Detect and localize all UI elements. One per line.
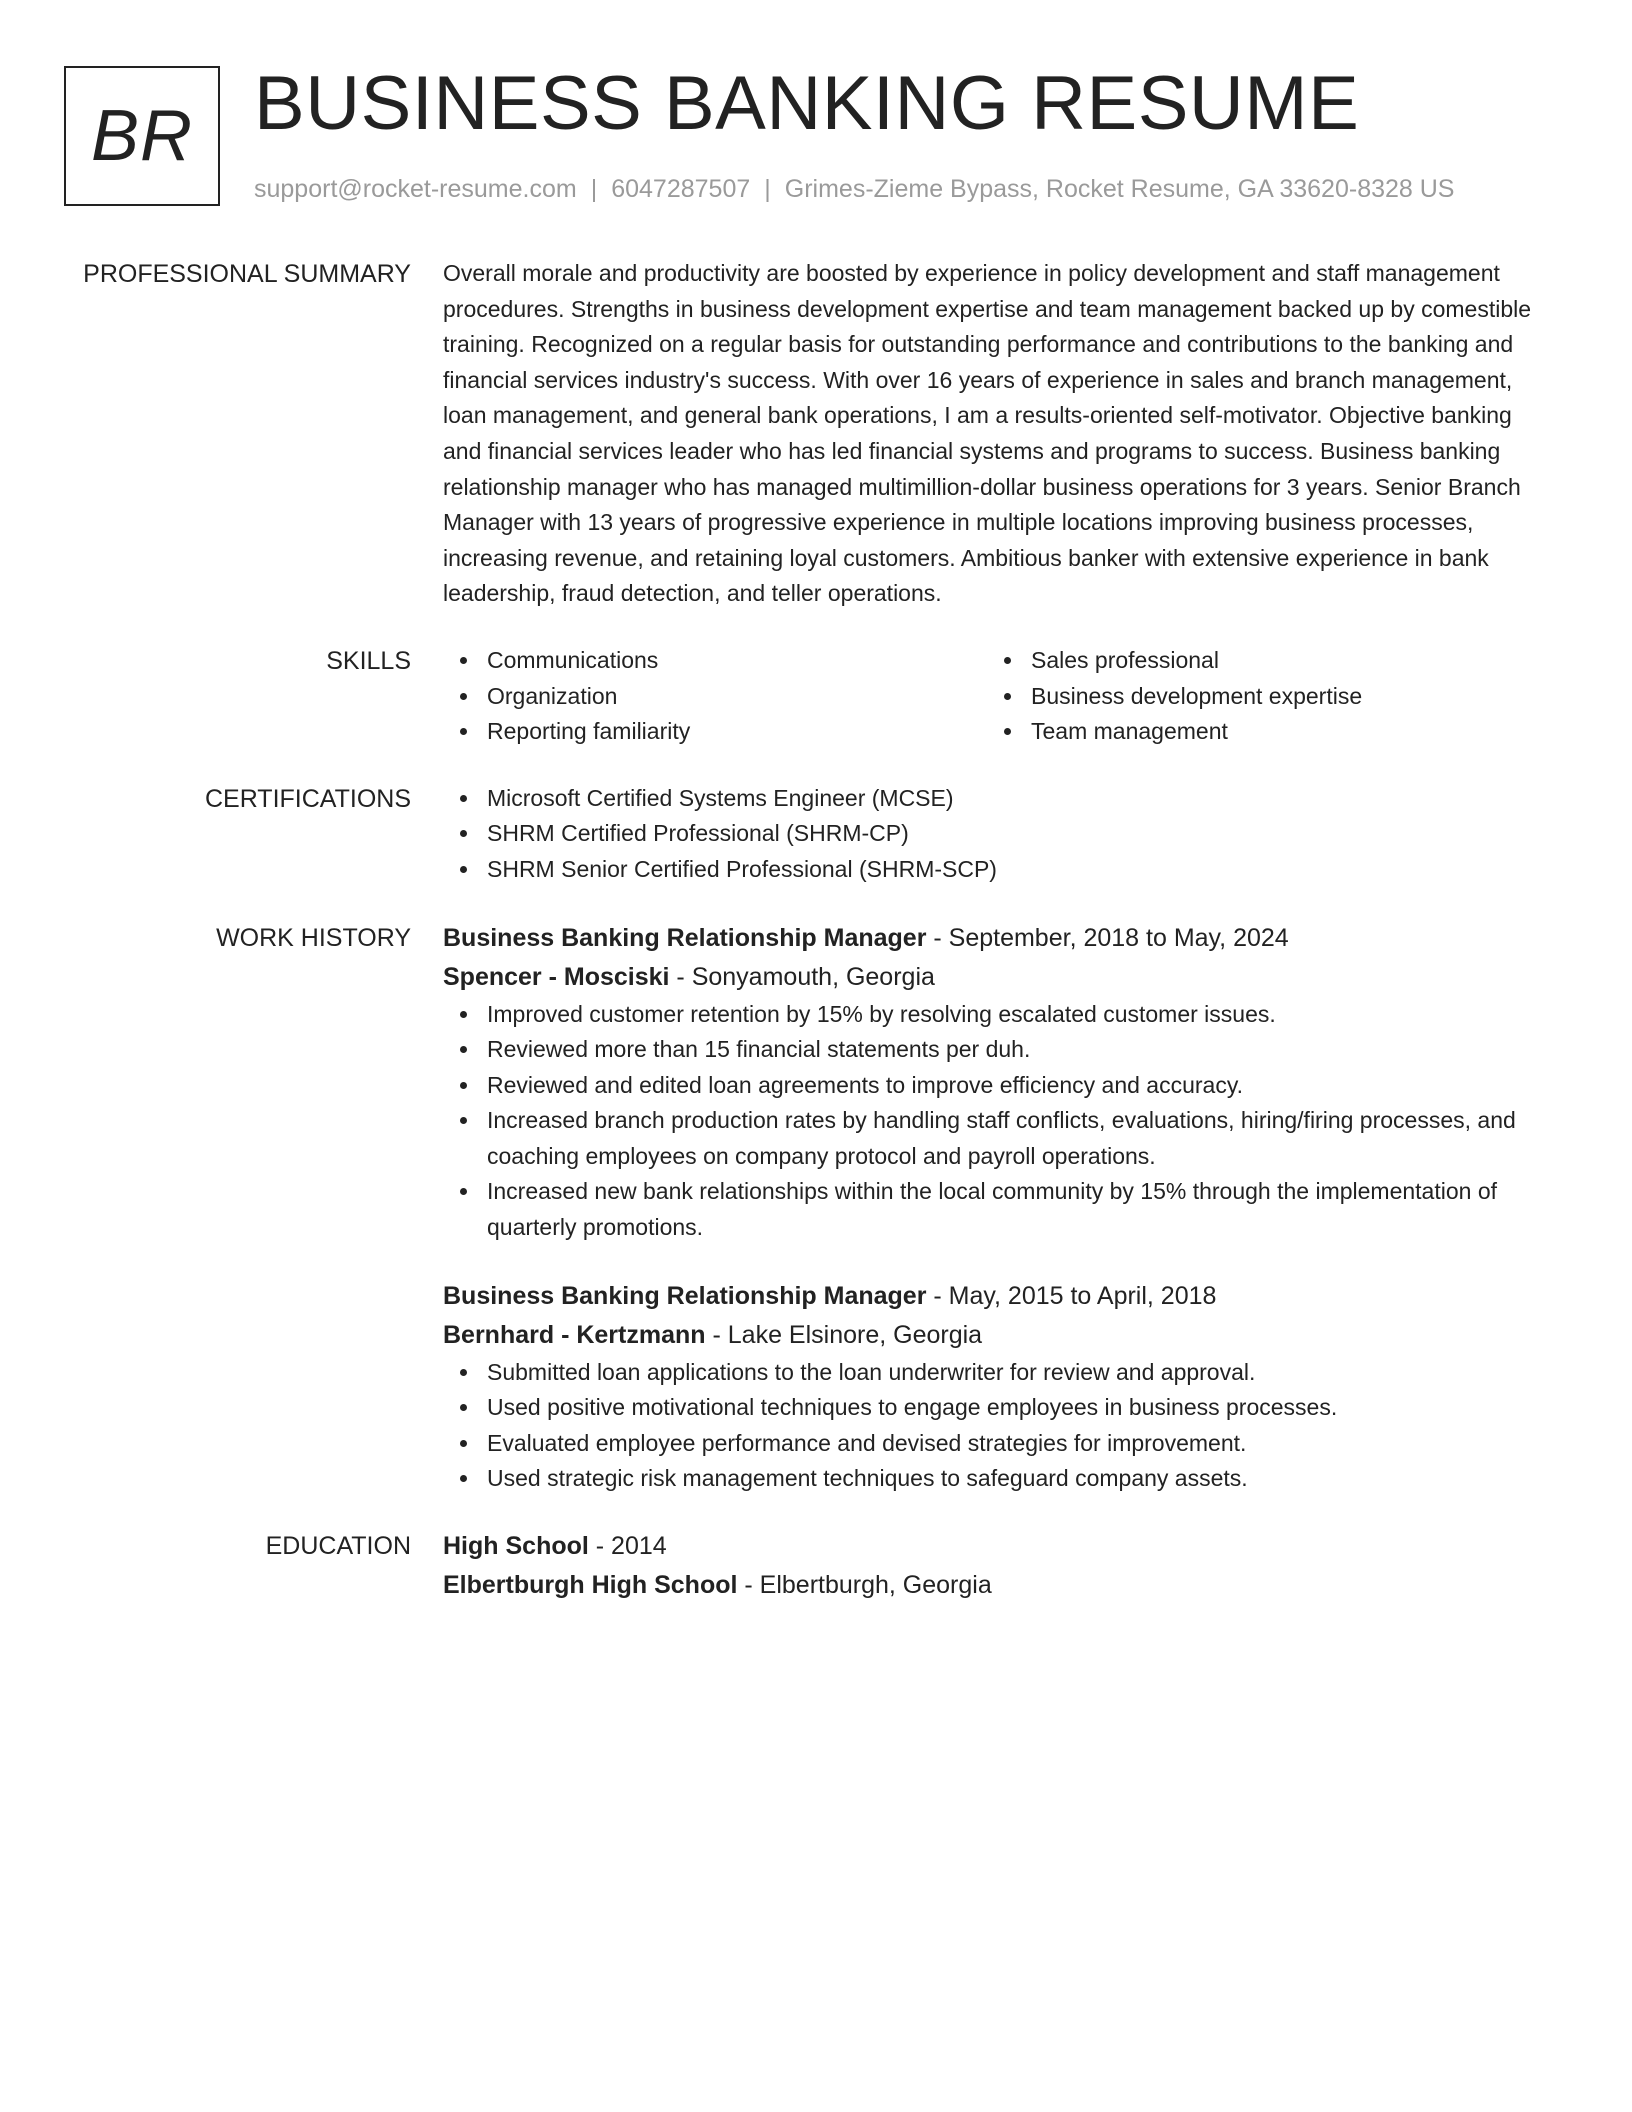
skill-item: Team management bbox=[1031, 714, 1531, 750]
job-bullet: Reviewed more than 15 financial statements per duh. bbox=[487, 1032, 1555, 1068]
section-label-summary: PROFESSIONAL SUMMARY bbox=[83, 260, 411, 288]
skill-item: Business development expertise bbox=[1031, 679, 1531, 715]
monogram-initials: BR bbox=[90, 96, 194, 176]
job-bullet: Used positive motivational techniques to engage employees in business processes. bbox=[487, 1390, 1555, 1426]
job-bullet-list bbox=[443, 997, 1555, 1246]
contact-separator: | bbox=[764, 175, 771, 203]
job-company: Spencer - Mosciski bbox=[443, 962, 670, 991]
skill-item: Reporting familiarity bbox=[487, 714, 987, 750]
education-location: - Elbertburgh, Georgia bbox=[737, 1571, 992, 1600]
section-work-history bbox=[0, 919, 1632, 1498]
job-bullet: Increased new bank relationships within the local community by 15% through the implementation of quarterly promotions. bbox=[487, 1174, 1555, 1245]
certification-item: Microsoft Certified Systems Engineer (MCSE) bbox=[487, 781, 1555, 817]
job-location: - Lake Elsinore, Georgia bbox=[705, 1320, 983, 1349]
education-body bbox=[443, 1527, 1555, 1605]
job-company-line bbox=[443, 958, 1555, 997]
job-entry bbox=[443, 1277, 1555, 1497]
education-year: - 2014 bbox=[588, 1532, 667, 1561]
monogram-badge bbox=[64, 66, 220, 206]
work-history-body bbox=[443, 919, 1555, 1498]
skills-grid bbox=[443, 643, 1555, 750]
education-school: Elbertburgh High School bbox=[443, 1571, 738, 1600]
job-company: Bernhard - Kertzmann bbox=[443, 1320, 706, 1349]
skills-column-right bbox=[987, 643, 1531, 750]
contact-email: support@rocket-resume.com bbox=[254, 175, 577, 203]
section-certifications bbox=[0, 781, 1632, 888]
job-bullet-list bbox=[443, 1355, 1555, 1497]
job-bullet: Used strategic risk management techniques to safeguard company assets. bbox=[487, 1461, 1555, 1497]
summary-text: Overall morale and productivity are boosted by experience in policy development and staff management procedures. Strengths in business development expertise and team management backed up by comestible training. Recognized on a regular basis for outstanding performance and contributions to the banking and financial services industry's success. With over 16 years of experience in sales and branch management, loan management, and general bank operations, I am a results-oriented self-motivator. Objective banking and financial services leader who has led financial systems and programs to success. Business banking relationship manager who has managed multimillion-dollar business operations for 3 years. Senior Branch Manager with 13 years of progressive experience in multiple locations improving business processes, increasing revenue, and retaining loyal customers. Ambitious banker with extensive experience in bank leadership, fraud detection, and teller operations. bbox=[443, 260, 1532, 607]
education-degree: High School bbox=[443, 1532, 589, 1561]
skill-item: Communications bbox=[487, 643, 987, 679]
education-school-line bbox=[443, 1566, 1555, 1605]
contact-address: Grimes-Zieme Bypass, Rocket Resume, GA 33620-8328 US bbox=[784, 175, 1455, 203]
section-label-certifications: CERTIFICATIONS bbox=[204, 784, 411, 813]
certification-item: SHRM Certified Professional (SHRM-CP) bbox=[487, 816, 1555, 852]
job-bullet: Increased branch production rates by handling staff conflicts, evaluations, hiring/firing processes, and coaching employees on company protocol and payroll operations. bbox=[487, 1103, 1555, 1174]
job-dates: - May, 2015 to April, 2018 bbox=[926, 1281, 1217, 1310]
skill-item: Organization bbox=[487, 679, 987, 715]
contact-line bbox=[254, 172, 1454, 206]
job-title: Business Banking Relationship Manager bbox=[443, 923, 927, 952]
resume-body bbox=[0, 252, 1632, 1605]
job-bullet: Improved customer retention by 15% by resolving escalated customer issues. bbox=[487, 997, 1555, 1033]
certification-item: SHRM Senior Certified Professional (SHRM-SCP) bbox=[487, 852, 1555, 888]
education-degree-line bbox=[443, 1527, 1555, 1566]
contact-separator: | bbox=[590, 175, 598, 203]
contact-phone: 6047287507 bbox=[611, 175, 751, 203]
job-company-line bbox=[443, 1316, 1555, 1355]
job-title-line bbox=[443, 1277, 1555, 1316]
job-bullet: Evaluated employee performance and devised strategies for improvement. bbox=[487, 1426, 1555, 1462]
certifications-list bbox=[443, 781, 1555, 888]
job-entry bbox=[443, 919, 1555, 1246]
job-location: - Sonyamouth, Georgia bbox=[669, 962, 935, 991]
section-label-work-history: WORK HISTORY bbox=[216, 923, 411, 952]
job-title: Business Banking Relationship Manager bbox=[443, 1281, 927, 1310]
section-professional-summary bbox=[0, 256, 1632, 612]
section-education bbox=[0, 1527, 1632, 1605]
skills-column-left bbox=[443, 643, 987, 750]
skill-item: Sales professional bbox=[1031, 643, 1531, 679]
job-bullet: Submitted loan applications to the loan underwriter for review and approval. bbox=[487, 1355, 1555, 1391]
summary-body bbox=[443, 256, 1555, 612]
job-bullet: Reviewed and edited loan agreements to improve efficiency and accuracy. bbox=[487, 1068, 1555, 1104]
job-dates: - September, 2018 to May, 2024 bbox=[926, 923, 1289, 952]
job-title-line bbox=[443, 919, 1555, 958]
resume-title: BUSINESS BANKING RESUME bbox=[254, 61, 1360, 146]
section-label-skills: SKILLS bbox=[326, 646, 411, 675]
section-skills bbox=[0, 643, 1632, 750]
section-label-education: EDUCATION bbox=[265, 1532, 411, 1561]
certifications-body bbox=[443, 781, 1555, 888]
